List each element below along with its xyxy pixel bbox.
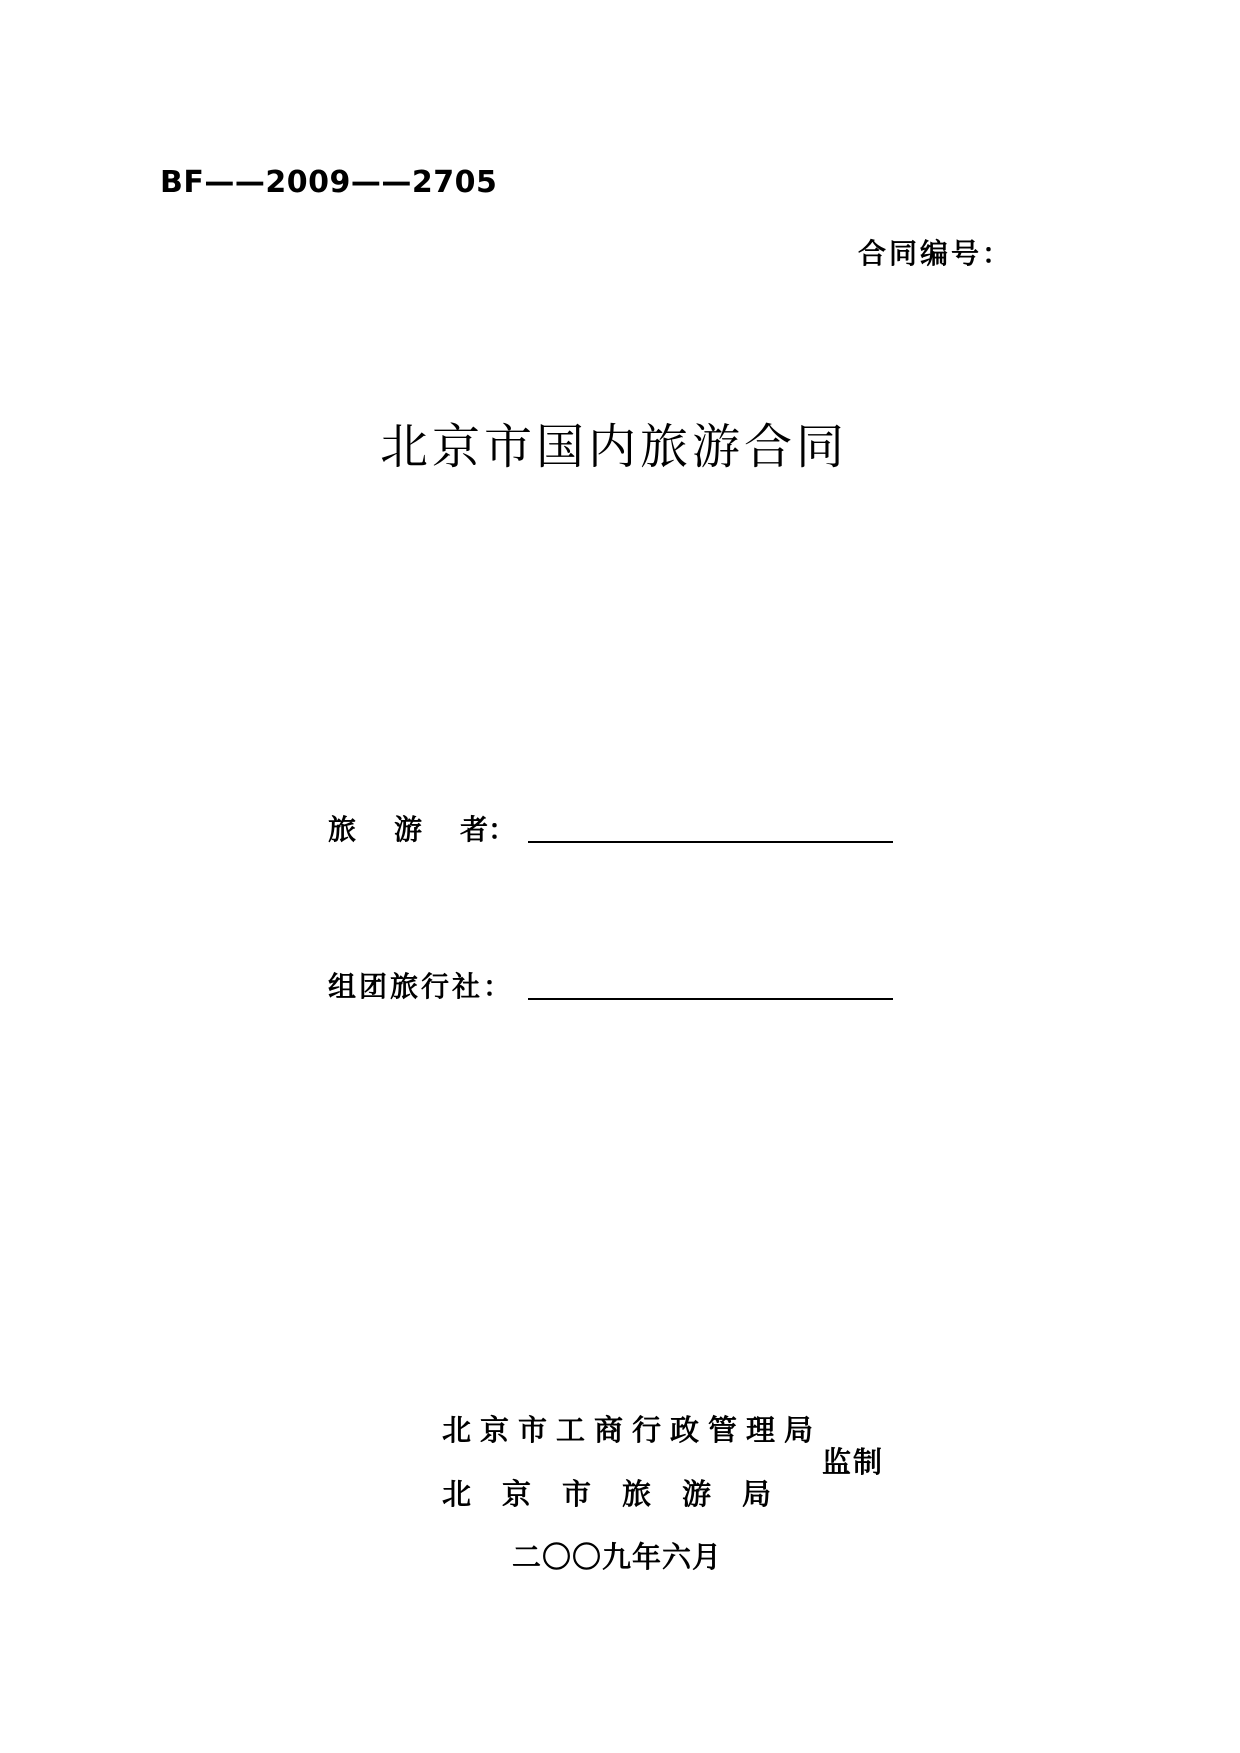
traveler-label [328,808,516,848]
agency-label: 组团旅行社： [328,970,515,1003]
issuer-char: 北 [442,1477,472,1511]
supervise-label: 监制 [822,1445,885,1479]
contract-number-label: 合同编号： [858,237,1014,270]
issuer-industry-commerce: 北京市工商行政管理局 [442,1413,823,1447]
page-title: 北京市国内旅游合同 [380,419,849,475]
issuer-char: 局 [742,1477,772,1511]
document-code: BF——2009——2705 [160,165,498,200]
issuer-char: 京 [502,1477,532,1511]
issuer-char: 游 [682,1477,712,1511]
traveler-label-char: 游 [394,813,423,846]
issuer-char: 旅 [622,1477,652,1511]
issue-date: 二〇〇九年六月 [512,1540,723,1574]
traveler-label-char: 者： [460,813,517,846]
traveler-label-char: 旅 [328,813,357,846]
issuer-tourism-bureau [442,1472,771,1513]
agency-signature-line[interactable] [528,998,893,1000]
traveler-signature-line[interactable] [528,841,893,843]
issuer-char: 市 [562,1477,592,1511]
